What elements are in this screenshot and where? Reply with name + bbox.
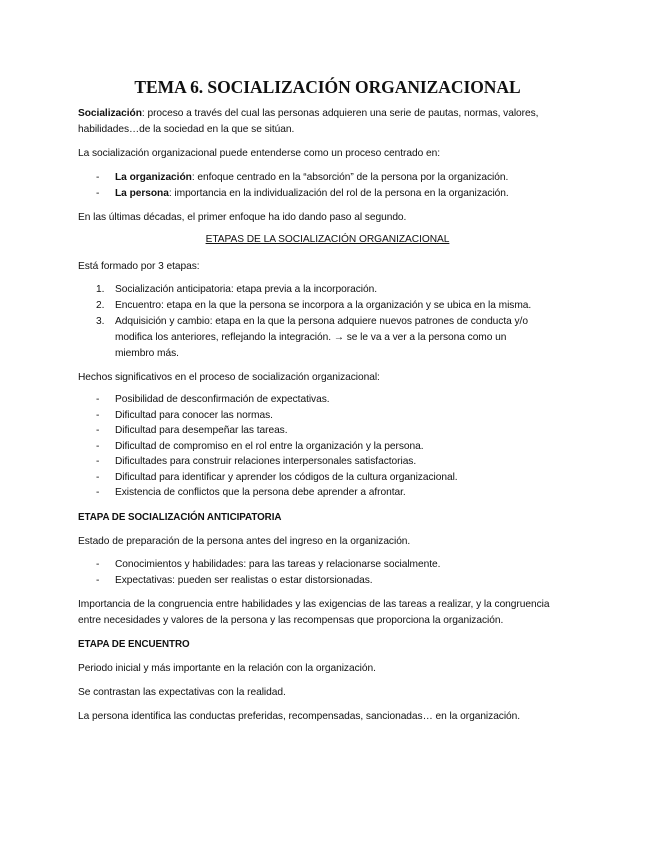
process-paragraph: La socialización organizacional puede entenderse como un proceso centrado en:: [78, 148, 441, 159]
list-number: 3.: [96, 316, 105, 327]
facts-intro: Hechos significativos en el proceso de socialización organizacional:: [78, 372, 380, 383]
focus-text: : enfoque centrado en la “absorción” de la persona por la organización.: [191, 172, 509, 183]
stage-text: Encuentro: etapa en la que la persona se incorpora a la organización y se ubica en la misma.: [115, 300, 532, 311]
stage-text: modifica los anteriores, reflejando la integración. → se le va a ver a la persona como un: [115, 332, 507, 343]
stage-text: Socialización anticipatoria: etapa previa a la incorporación.: [115, 284, 377, 295]
bullet-marker: -: [96, 410, 100, 421]
intro-paragraph: [78, 106, 588, 138]
anticipatory-paragraph: Estado de preparación de la persona antes del ingreso en la organización.: [78, 536, 411, 547]
fact-text: Existencia de conflictos que la persona debe aprender a afrontar.: [115, 487, 406, 498]
list-number: 2.: [96, 300, 105, 311]
bullet-marker: -: [96, 172, 100, 183]
congruence-line2: entre necesidades y valores de la persona y las recompensas que proporciona la organización.: [78, 615, 504, 626]
bullet-marker: -: [96, 487, 100, 498]
intro-definition-line1: : proceso a través del cual las personas adquieren una serie de pautas, normas, valores,: [141, 108, 539, 119]
fact-text: Dificultad para conocer las normas.: [115, 410, 273, 421]
anticipatory-item-text: Conocimientos y habilidades: para las tareas y relacionarse socialmente.: [115, 559, 441, 570]
encounter-paragraph-3: La persona identifica las conductas preferidas, recompensadas, sancionadas… en la organización.: [78, 711, 521, 722]
fact-text: Dificultad de compromiso en el rol entre la organización y la persona.: [115, 441, 424, 452]
fact-text: Dificultad para desempeñar las tareas.: [115, 425, 288, 436]
focus-term: La persona: [115, 188, 169, 199]
focus-text: : importancia en la individualización del rol de la persona en la organización.: [168, 188, 509, 199]
bullet-marker: -: [96, 575, 100, 586]
stages-heading: ETAPAS DE LA SOCIALIZACIÓN ORGANIZACIONAL: [205, 234, 450, 245]
bullet-marker: -: [96, 559, 100, 570]
congruence-line1: Importancia de la congruencia entre habilidades y las exigencias de las tareas a realizar, y la congruencia: [78, 599, 550, 610]
stage-text: miembro más.: [115, 348, 179, 359]
fact-text: Posibilidad de desconfirmación de expectativas.: [115, 394, 330, 405]
decades-paragraph: En las últimas décadas, el primer enfoque ha ido dando paso al segundo.: [78, 212, 407, 223]
fact-text: Dificultades para construir relaciones interpersonales satisfactorias.: [115, 456, 417, 467]
stage-text: Adquisición y cambio: etapa en la que la persona adquiere nuevos patrones de conducta y/o: [115, 316, 528, 327]
intro-term: Socialización: [78, 108, 142, 119]
encounter-paragraph-1: Periodo inicial y más importante en la relación con la organización.: [78, 663, 376, 674]
bullet-marker: -: [96, 188, 100, 199]
encounter-paragraph-2: Se contrastan las expectativas con la realidad.: [78, 687, 286, 698]
encounter-heading: ETAPA DE ENCUENTRO: [78, 639, 190, 650]
intro-definition-line2: habilidades…de la sociedad en la que se sitúan.: [78, 124, 295, 135]
stages-intro: Está formado por 3 etapas:: [78, 261, 200, 272]
bullet-marker: -: [96, 394, 100, 405]
congruence-paragraph: [78, 597, 598, 629]
bullet-marker: -: [96, 472, 100, 483]
page-title: TEMA 6. SOCIALIZACIÓN ORGANIZACIONAL: [134, 77, 521, 97]
bullet-marker: -: [96, 425, 100, 436]
focus-term: La organización: [115, 172, 192, 183]
anticipatory-heading: ETAPA DE SOCIALIZACIÓN ANTICIPATORIA: [78, 512, 282, 523]
bullet-marker: -: [96, 441, 100, 452]
bullet-marker: -: [96, 456, 100, 467]
anticipatory-item-text: Expectativas: pueden ser realistas o estar distorsionadas.: [115, 575, 373, 586]
list-number: 1.: [96, 284, 105, 295]
fact-text: Dificultad para identificar y aprender los códigos de la cultura organizacional.: [115, 472, 458, 483]
